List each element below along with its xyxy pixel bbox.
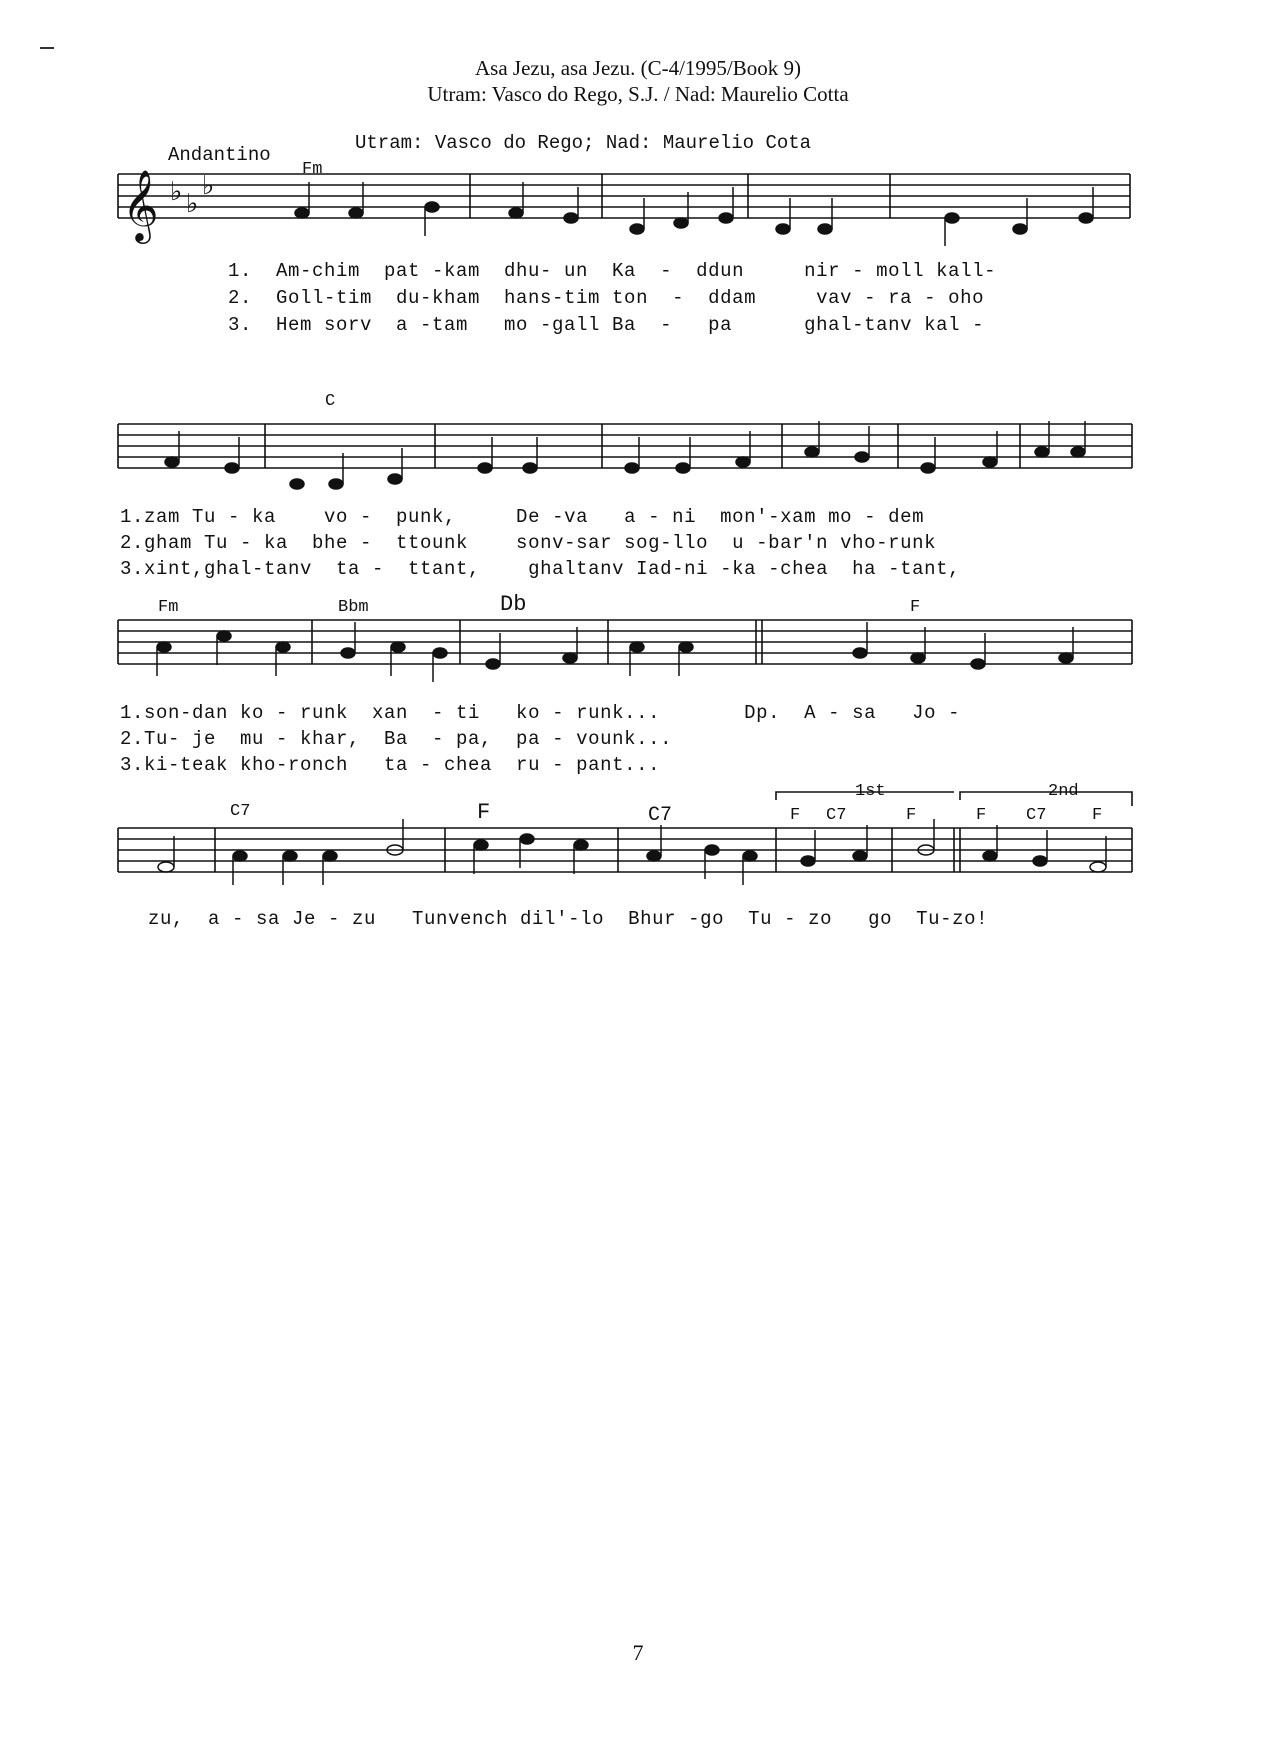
lyrics-line: zu, a - sa Je - zu Tunvench dil'-lo Bhur -go Tu - zo go Tu-zo! xyxy=(148,908,989,930)
lyrics-line: 1.zam Tu - ka vo - punk, De -va a - ni mon'-xam mo - dem xyxy=(120,506,925,528)
lyrics-line: 1. Am-chim pat -kam dhu- un Ka - ddun nir - moll kall- xyxy=(228,260,997,282)
chord-symbol: C7 xyxy=(230,802,251,821)
staff-2 xyxy=(118,424,1132,468)
notes-system-2 xyxy=(165,421,1085,489)
chord-symbol: F xyxy=(910,598,921,617)
chord-symbol: Bbm xyxy=(338,598,369,617)
staff-3 xyxy=(118,620,1132,664)
ending-first-label: 1st xyxy=(855,782,886,801)
lyrics-line: 1.son-dan ko - runk xan - ti ko - runk... Dp. A - sa Jo - xyxy=(120,702,961,724)
notes-system-4 xyxy=(158,819,1106,885)
notes-system-1 xyxy=(295,182,1093,246)
lyrics-line: 3. Hem sorv a -tam mo -gall Ba - pa ghal-tanv kal - xyxy=(228,314,985,336)
lyrics-line: 2.Tu- je mu - khar, Ba - pa, pa - vounk... xyxy=(120,728,673,750)
ending-second-label: 2nd xyxy=(1048,782,1079,801)
lyrics-line: 3.ki-teak kho-ronch ta - chea ru - pant... xyxy=(120,754,661,776)
chord-symbol: C7 xyxy=(1026,806,1047,825)
chord-symbol: F xyxy=(976,806,987,825)
svg-text:♭: ♭ xyxy=(186,189,199,219)
page-title: Asa Jezu, asa Jezu. (C-4/1995/Book 9) xyxy=(474,56,801,80)
svg-text:𝄞: 𝄞 xyxy=(122,168,159,241)
page-credits: Utram: Vasco do Rego, S.J. / Nad: Maurelio Cotta xyxy=(427,82,849,106)
staff-1 xyxy=(118,174,1130,218)
svg-text:♭: ♭ xyxy=(170,177,183,207)
tempo-marking: Andantino xyxy=(168,144,271,166)
page-number: 7 xyxy=(632,1640,644,1665)
inline-credit: Utram: Vasco do Rego; Nad: Maurelio Cota xyxy=(355,132,812,154)
key-signature xyxy=(170,171,214,219)
chord-symbol: F xyxy=(1092,806,1103,825)
chord-symbol: C7 xyxy=(648,804,673,827)
lyrics-line: 3.xint,ghal-tanv ta - ttant, ghaltanv Iad-ni -ka -chea ha -tant, xyxy=(120,558,961,580)
lyrics-line: 2.gham Tu - ka bhe - ttounk sonv-sar sog-llo u -bar'n vho-runk xyxy=(120,532,937,554)
chord-symbol: F xyxy=(906,806,917,825)
chord-symbol: Fm xyxy=(302,160,323,179)
treble-clef xyxy=(122,168,159,244)
svg-text:♭: ♭ xyxy=(202,171,215,201)
lyrics-line: 2. Goll-tim du-kham hans-tim ton - ddam vav - ra - oho xyxy=(228,287,985,309)
chord-symbol: C7 xyxy=(826,806,847,825)
chord-symbol: Fm xyxy=(158,598,179,617)
chord-symbol: F xyxy=(790,806,801,825)
chord-symbol: C xyxy=(325,392,336,411)
staff-4 xyxy=(118,792,1132,872)
chord-symbol: Db xyxy=(500,592,527,617)
chord-symbol: F xyxy=(477,800,491,825)
